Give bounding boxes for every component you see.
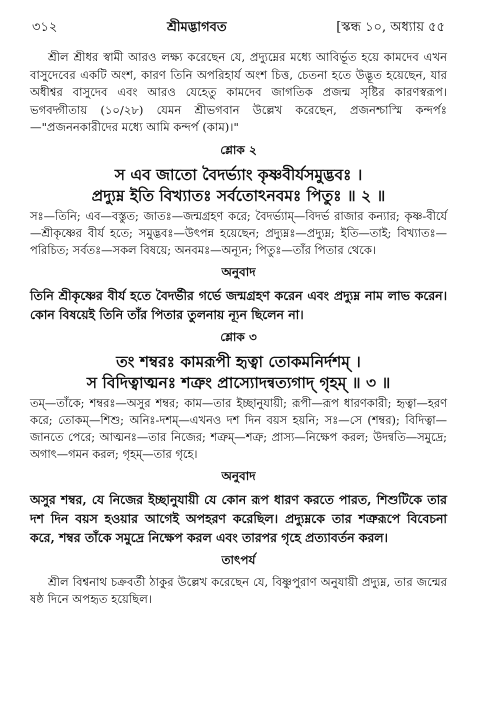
verse-3-purport: শ্রীল বিশ্বনাথ চক্রবর্তী ঠাকুর উল্লেখ করেছেন যে, বিষ্ণুপুরাণ অনুযায়ী প্রদ্যুম্ন, তার জন্মের ষষ্ঠ দিনে অপহৃত হয়েছিল। [30, 574, 447, 606]
verse-2-translation-heading: অনুবাদ [221, 264, 256, 279]
intro-purport: শ্রীল শ্রীধর স্বামী আরও লক্ষ্য করেছেন যে, প্রদ্যুম্নের মধ্যে আবির্ভূত হয়ে কামদেব এখন বাসুদেবের একটি অংশ, কারণ তিনি অপরিহার্য অংশ চিত্ত, চেতনা হতে উদ্ভূত হয়েছেন, যার অধীশ্বর বাসুদেব এবং আরও যেহেতু কামদেব জাগতিক প্রজন্ম সৃষ্টির কারণস্বরূপ। ভগবদ্গীতায় (১০/২৮) যেমন শ্রীভগবান উল্লেখ করেছেন, প্রজনশ্চাস্মি কন্দর্পঃ—"প্রজননকারীদের মধ্যে আমি কন্দর্প (কাম)।" [30, 50, 447, 134]
verse-3-line-1: তং শম্বরঃ কামরূপী হৃত্বা তোকমনির্দশম্ । [116, 351, 361, 371]
verse-3-purport-heading: তাৎপর্য [221, 552, 256, 567]
book-title: শ্রীমদ্ভাগবত [166, 20, 227, 35]
page-header [30, 18, 447, 39]
verse-2-translation: তিনি শ্রীকৃষ্ণের বীর্য হতে বৈদর্ভীর গর্ভে জন্মগ্রহণ করেন এবং প্রদ্যুম্ন নাম লাভ করেন। কোন বিষয়েই তিনি তাঁর পিতার তুলনায় ন্যূন ছিলেন না। [30, 287, 447, 322]
canto-chapter: [স্কন্ধ ১০, অধ্যায় ৫৫ [336, 20, 445, 35]
verse-3-line-2: স বিদিত্বাত্মনঃ শত্রুং প্রাস্যোদন্বত্যগাদ্ গৃহম্ ॥ ৩ ॥ [86, 372, 391, 392]
verse-3-translation: অসুর শম্বর, যে নিজের ইচ্ছানুযায়ী যে কোন রূপ ধারণ করতে পারত, শিশুটিকে তার দশ দিন বয়স হওয়ার আগেই অপহরণ করেছিল। প্রদ্যুম্নকে তার শত্রুরূপে বিবেচনা করে, শম্বর তাঁকে সমুদ্রে নিক্ষেপ করল এবং তারপর গৃহে প্রত্যাবর্তন করল। [30, 491, 447, 545]
verse-3-translation-heading: অনুবাদ [221, 468, 256, 483]
verse-2-synonyms: সঃ—তিনি; এব—বস্তুত; জাতঃ—জন্মগ্রহণ করে; বৈদর্ভ্যাম্—বিদর্ভ রাজার কন্যার; কৃষ্ণ-বীর্যে—শ্রীকৃষ্ণের বীর্য হতে; সমুদ্ভবঃ—উৎপন্ন হয়েছেন; প্রদ্যুম্নঃ—প্রদ্যুম্ন; ইতি—তাই; বিখ্যাতঃ—পরিচিত; সর্বতঃ—সকল বিষয়ে; অনবমঃ—অন্যূন; পিতুঃ—তাঁর পিতার থেকে। [30, 208, 447, 257]
verse-3-heading: শ্লোক ৩ [220, 329, 257, 344]
verse-3-synonyms: তম্—তাঁকে; শম্বরঃ—অসুর শম্বর; কাম—তার ইচ্ছানুযায়ী; রূপী—রূপ ধারণকারী; হৃত্বা—হরণ করে; তোকম্—শিশু; অনিঃ-দশম্—এখনও দশ দিন বয়স হয়নি; সঃ—সে (শম্বর); বিদিত্বা—জানতে পেরে; আত্মনঃ—তার নিজের; শত্রুম্—শত্রু; প্রাস্য—নিক্ষেপ করল; উদন্বতি—সমুদ্রে; অগাৎ—গমন করল; গৃহম্—তার গৃহে। [30, 395, 447, 461]
verse-2-line-2: প্রদ্যুম্ন ইতি বিখ্যাতঃ সর্বতোঽনবমঃ পিতুঃ ॥ ২ ॥ [91, 185, 386, 205]
verse-2-line-1: স এব জাতো বৈদর্ভ্যাং কৃষ্ণবীর্যসমুদ্ভবঃ । [114, 164, 363, 184]
verse-2-heading: শ্লোক ২ [220, 142, 257, 157]
page-number: ৩১২ [32, 20, 58, 35]
